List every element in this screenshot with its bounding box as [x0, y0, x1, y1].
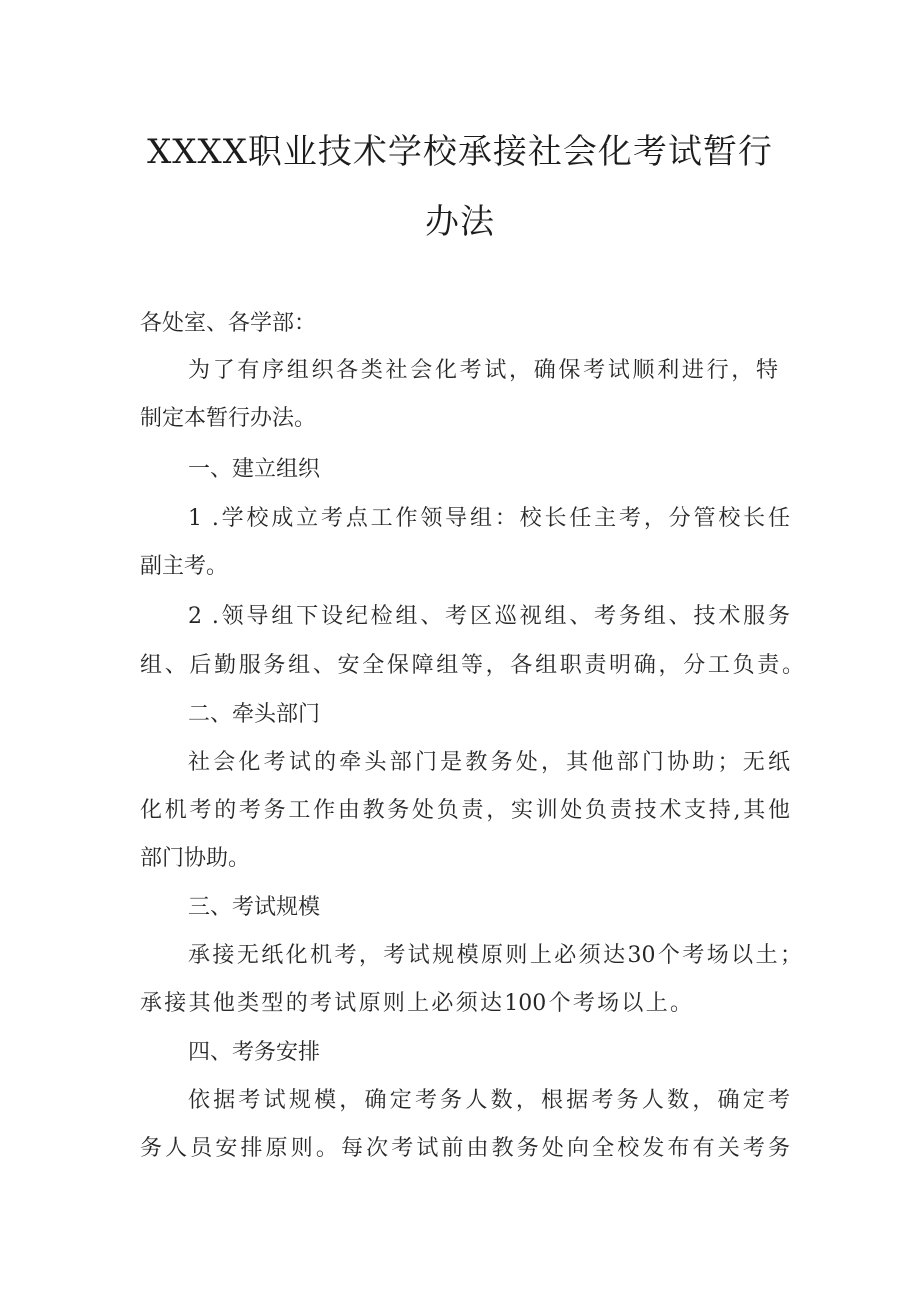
item-1-line-1: 1 .学校成立考点工作领导组：校长任主考，分管校长任: [188, 506, 790, 531]
item-2-line-2: 组、后勤服务组、安全保障组等，各组职责明确，分工负责。: [140, 653, 804, 678]
intro-paragraph-line-1: 为了有序组织各类社会化考试，确保考试顺利进行，特: [188, 358, 778, 383]
section-2-line-1: 社会化考试的牵头部门是教务处，其他部门协助；无纸: [188, 750, 790, 775]
document-title-line-1: XXXX职业技术学校承接社会化考试暂行: [147, 132, 773, 172]
section-3-line-2: 承接其他类型的考试原则上必须达100个考场以上。: [140, 991, 692, 1016]
section-2-line-3: 部门协助。: [140, 846, 251, 871]
section-4-line-2: 务人员安排原则。每次考试前由教务处向全校发布有关考务: [140, 1136, 790, 1161]
document-title-line-2: 办法: [425, 202, 495, 242]
intro-paragraph-line-2: 制定本暂行办法。: [140, 406, 317, 431]
section-4-line-1: 依据考试规模，确定考务人数，根据考务人数，确定考: [188, 1088, 790, 1113]
section-3-line-1: 承接无纸化机考，考试规模原则上必须达30个考场以土；: [188, 943, 802, 968]
section-heading-4: 四、考务安排: [188, 1040, 321, 1065]
section-2-line-2: 化机考的考务工作由教务处负责，实训处负责技术支持,其他: [140, 798, 790, 823]
section-heading-3: 三、考试规模: [188, 895, 321, 920]
item-1-line-2: 副主考。: [140, 554, 229, 579]
section-heading-1: 一、建立组织: [188, 457, 321, 482]
section-heading-2: 二、牵头部门: [188, 702, 321, 727]
salutation: 各处室、各学部：: [140, 311, 317, 336]
item-2-line-1: 2 .领导组下设纪检组、考区巡视组、考务组、技术服务: [188, 604, 790, 629]
